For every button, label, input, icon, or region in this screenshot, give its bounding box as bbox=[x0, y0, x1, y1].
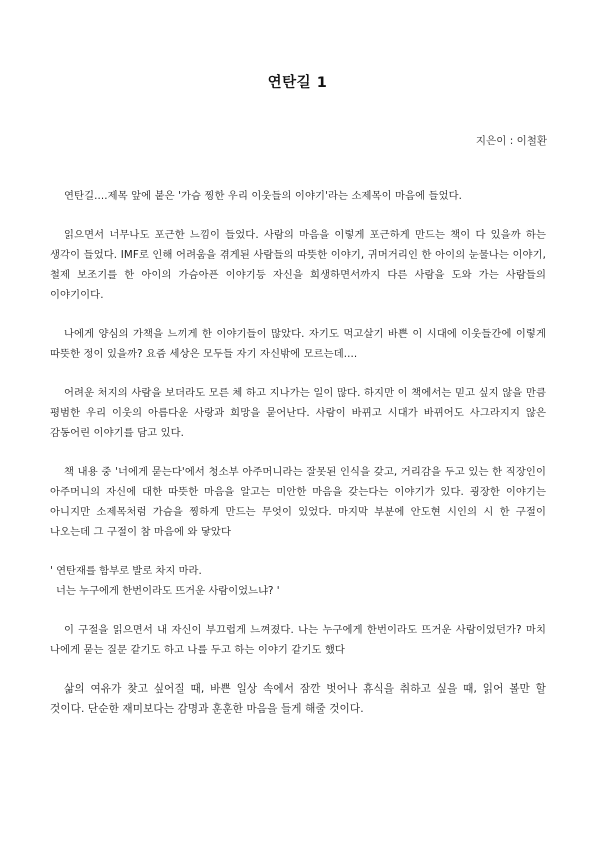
paragraph: 읽으면서 너무나도 포근한 느낌이 들었다. 사람의 마음을 이렇게 포근하게 만드는 책이 다 있을까 하는 생각이 들었다. IMF로 인해 어려움을 겪게된 사람들의 따뜻한 이야기, 귀머거리인 한 아이의 눈물나는 이야기, 철제 보조기를 한 아이의 가슴아픈 이야기등 자신을 희생하면서까지 다른 사람을 도와 가는 사람들의 이야기이다. bbox=[50, 229, 546, 301]
paragraph: 어려운 처지의 사람을 보더라도 모른 체 하고 지나가는 일이 많다. 하지만 이 책에서는 믿고 싶지 않을 만큼 평범한 우리 이웃의 아름다운 사랑과 희망을 묻어난다. 사람이 바뀌고 시대가 바뀌어도 사그라지지 않은 감동어린 이야기를 담고 있다. bbox=[50, 387, 546, 439]
paragraph: 책 내용 중 '너에게 묻는다'에서 청소부 아주머니라는 잘못된 인식을 갖고, 거리감을 두고 있는 한 직장인이 아주머니의 자신에 대한 따뜻한 마음을 알고는 미안한 마음을 갖는다는 이야기가 있다. 굉장한 이야기는 아니지만 소제목처럼 가슴을 찡하게 만드는 무엇이 있었다. 마지막 부분에 안도현 시인의 시 한 구절이 나오는데 그 구절이 참 마음에 와 닿았다 bbox=[50, 466, 546, 538]
paragraph: 연탄길....제목 앞에 붙은 '가슴 찡한 우리 이웃들의 이야기'라는 소제목이 마음에 들었다. bbox=[64, 190, 463, 202]
paragraph: 삶의 여유가 찾고 싶어질 때, 바쁜 일상 속에서 잠깐 벗어나 휴식을 취하고 싶을 때, 읽어 볼만 할 것이다. 단순한 재미보다는 감명과 훈훈한 마음을 들게 해줄 것이다. bbox=[50, 683, 546, 715]
quote-line: ' 연탄재를 함부로 발로 차지 마라. bbox=[50, 565, 202, 577]
document-title: 연탄길 1 bbox=[267, 75, 328, 91]
paragraph: 나에게 양심의 가책을 느끼게 한 이야기들이 많았다. 자기도 먹고살기 바쁜 이 시대에 이웃들간에 이렇게 따뜻한 정이 있을까? 요즘 세상은 모두들 자기 자신밖에 모르는데.... bbox=[50, 328, 546, 360]
poem-quote bbox=[50, 561, 546, 601]
document-body bbox=[50, 186, 546, 738]
quote-line: 너는 누구에게 한번이라도 뜨거운 사람이었느냐? ' bbox=[56, 585, 280, 597]
paragraph: 이 구절을 읽으면서 내 자신이 부끄럽게 느껴졌다. 나는 누구에게 한번이라도 뜨거운 사람이었던가? 마치 나에게 묻는 질문 같기도 하고 나를 두고 하는 이야기 같기도 했다 bbox=[50, 624, 546, 656]
author-line: 지은이 : 이철환 bbox=[475, 135, 547, 147]
